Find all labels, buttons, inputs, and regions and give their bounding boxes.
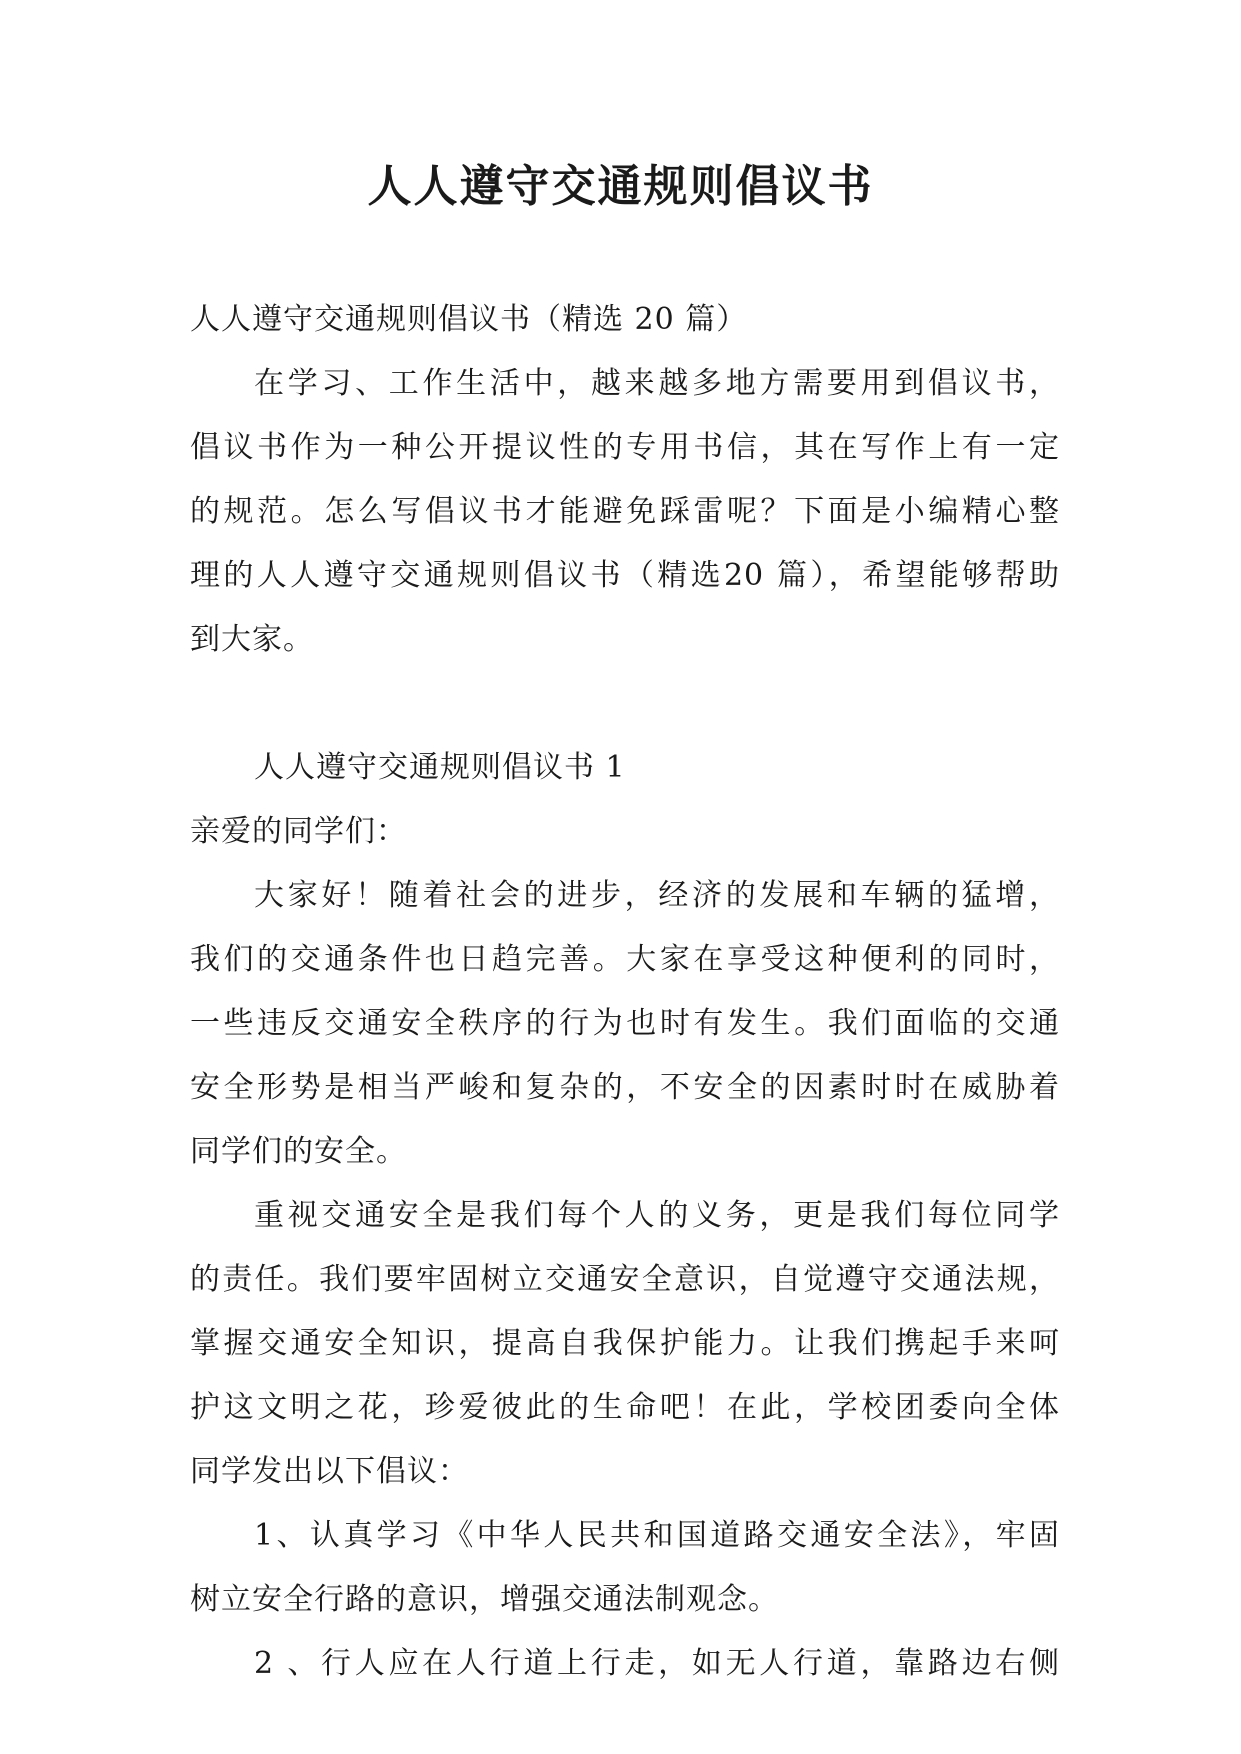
list-item-1 (190, 1504, 1060, 1632)
intro-line: 理的人人遵守交通规则倡议书（精选20 篇），希望能够帮助 (190, 558, 1060, 593)
paragraph-line: 的责任。我们要牢固树立交通安全意识，自觉遵守交通法规， (190, 1262, 1060, 1297)
paragraph-line: 同学们的安全。 (190, 1134, 407, 1169)
intro-paragraph (190, 352, 1060, 672)
document-body (190, 288, 1060, 1696)
paragraph-line: 护这文明之花，珍爱彼此的生命吧！在此，学校团委向全体 (190, 1390, 1060, 1425)
document-subtitle: 人人遵守交通规则倡议书（精选 20 篇） (190, 302, 748, 337)
list-item-line: 树立安全行路的意识，增强交通法制观念。 (190, 1582, 779, 1617)
intro-line: 在学习、工作生活中，越来越多地方需要用到倡议书， (254, 366, 1060, 401)
paragraph-spacer (190, 672, 1060, 736)
paragraph-line: 一些违反交通安全秩序的行为也时有发生。我们面临的交通 (190, 1006, 1060, 1041)
paragraph-line: 掌握交通安全知识，提高自我保护能力。让我们携起手来呵 (190, 1326, 1060, 1361)
paragraph-line: 同学发出以下倡议： (190, 1454, 469, 1489)
paragraph-line: 我们的交通条件也日趋完善。大家在享受这种便利的同时， (190, 942, 1060, 977)
body-paragraph-2 (190, 1184, 1060, 1504)
list-item-line: 2 、行人应在人行道上行走，如无人行道，靠路边右侧 (254, 1646, 1060, 1681)
list-item-2 (190, 1632, 1060, 1696)
paragraph-line: 大家好！随着社会的进步，经济的发展和车辆的猛增， (254, 878, 1060, 913)
paragraph-line: 安全形势是相当严峻和复杂的，不安全的因素时时在威胁着 (190, 1070, 1060, 1105)
intro-line: 的规范。怎么写倡议书才能避免踩雷呢？下面是小编精心整 (190, 494, 1060, 529)
list-item-line: 1、认真学习《中华人民共和国道路交通安全法》，牢固 (254, 1518, 1060, 1553)
body-paragraph-1 (190, 864, 1060, 1184)
intro-line: 倡议书作为一种公开提议性的专用书信，其在写作上有一定 (190, 430, 1060, 465)
section-heading: 人人遵守交通规则倡议书 1 (254, 750, 626, 785)
document-title: 人人遵守交通规则倡议书 (367, 161, 874, 212)
intro-line: 到大家。 (190, 622, 314, 657)
salutation: 亲爱的同学们： (190, 814, 407, 849)
paragraph-line: 重视交通安全是我们每个人的义务，更是我们每位同学 (254, 1198, 1060, 1233)
